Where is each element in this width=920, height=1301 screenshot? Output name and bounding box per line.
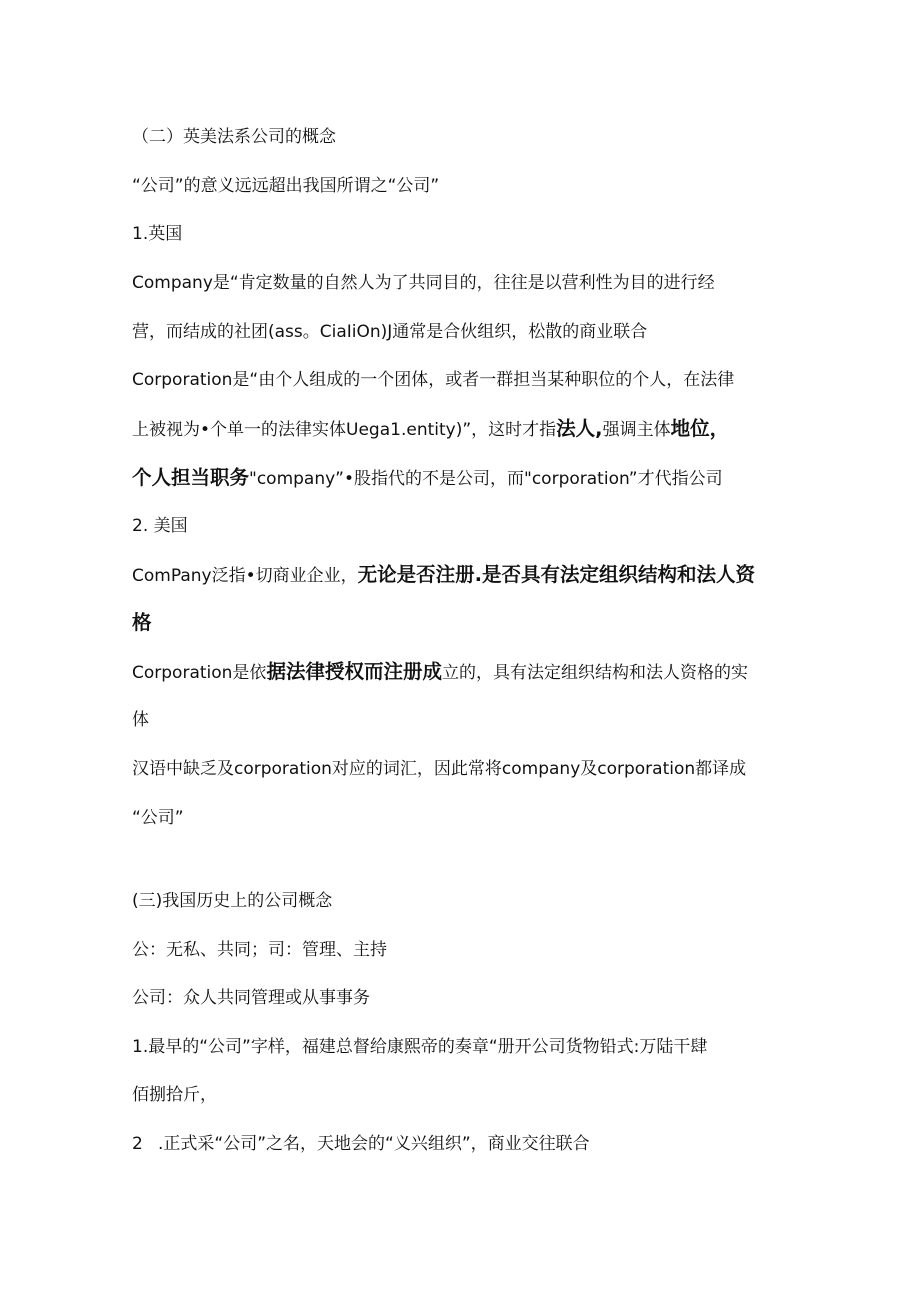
paragraph-line: “公司”: [132, 808, 184, 828]
bold-text-run: 无论是否注册.是否具有法定组织结构和法人资: [357, 563, 756, 586]
paragraph-line: [132, 466, 797, 491]
bold-text-run: 个人担当职务: [132, 466, 250, 489]
subheading-us: 2. 美国: [132, 516, 188, 536]
paragraph-line: 体: [132, 710, 149, 730]
bold-text-run: 格: [132, 611, 152, 634]
paragraph-line: [132, 660, 797, 685]
heading-anglo-american-concept: （二）英美法系公司的概念: [132, 127, 336, 147]
paragraph-line: [132, 1132, 797, 1156]
paragraph-line: 汉语中缺乏及corporation对应的词汇，因此常将company及corporation都译成: [132, 759, 747, 779]
text-run: 立的，具有法定组织结构和法人资格的实: [441, 663, 748, 683]
heading-chinese-history-concept: (三)我国历史上的公司概念: [132, 891, 333, 911]
list-number: 2: [132, 1134, 143, 1154]
text-run: "company”•股指代的不是公司，而"corporation”才代指公司: [249, 469, 723, 489]
text-run: 强调主体: [602, 420, 671, 440]
paragraph-line: [132, 417, 797, 442]
bold-text-run: 据法律授权而注册成: [266, 660, 442, 683]
subheading-uk: 1.英国: [132, 224, 183, 244]
paragraph-line: Corporation是“由个人组成的一个团体，或者一群担当某种职位的个人，在法律: [132, 370, 735, 390]
paragraph-line: 佰捌拾斤，: [132, 1085, 217, 1105]
bold-text-run: 地位，: [670, 417, 730, 440]
bold-text-run: 法人,: [556, 417, 603, 440]
paragraph-line: Company是“肯定数量的自然人为了共同目的，往往是以营利性为目的进行经: [132, 273, 715, 293]
paragraph-line: [132, 611, 797, 636]
paragraph-line: “公司”的意义远远超出我国所谓之“公司”: [132, 176, 440, 196]
paragraph-line: 1.最早的“公司”字样，福建总督给康熙帝的奏章“册开公司货物铅式:万陆干肆: [132, 1037, 708, 1057]
paragraph-line: 公司：众人共同管理或从事事务: [132, 988, 370, 1008]
paragraph-line: 公：无私、共同；司：管理、主持: [132, 940, 387, 960]
text-run: .正式采“公司”之名，天地会的“义兴组织”，商业交往联合: [158, 1134, 590, 1154]
text-run: 上被视为•个单一的法律实体Uega1.entity)”，这时才指: [132, 420, 557, 440]
text-run: Corporation是依: [132, 663, 267, 683]
paragraph-line: 营，而结成的社团(ass。CiaIiOn)J通常是合伙组织，松散的商业联合: [132, 322, 648, 342]
paragraph-line: [132, 563, 797, 588]
text-run: ComPany泛指•切商业企业，: [132, 566, 358, 586]
